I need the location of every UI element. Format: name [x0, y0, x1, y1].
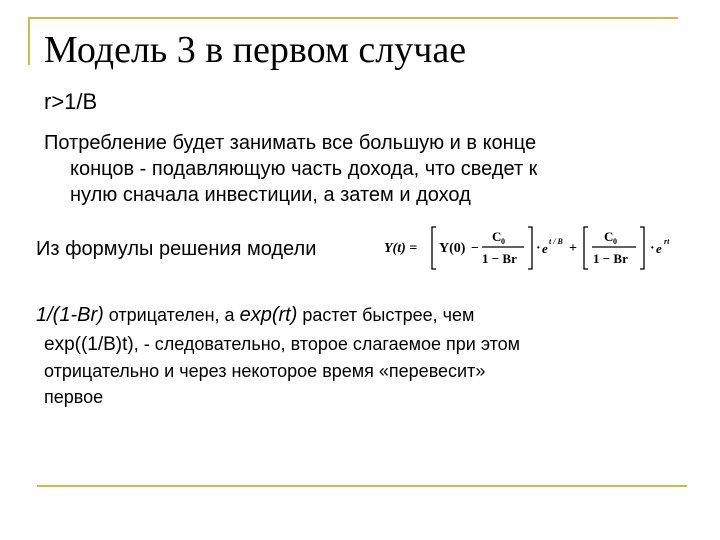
- condition-text: r>1/B: [44, 89, 98, 114]
- formula-den-1: 1 − Br: [482, 251, 517, 266]
- formula-minus: −: [471, 241, 479, 256]
- formula-bracket-close-1: [528, 227, 532, 269]
- formula-dot-1: ·: [536, 241, 541, 256]
- formula-bracket-open-2: [584, 227, 588, 269]
- frame-left-rule: [28, 17, 30, 65]
- conclusion-term-3: exp((1/B)t): [44, 334, 134, 355]
- formula-dot-2: ·: [650, 241, 655, 256]
- conclusion-text-1: отрицателен, а: [103, 305, 240, 325]
- formula-den-2: 1 − Br: [593, 251, 628, 266]
- conclusion-term-1: 1/(1-Br): [36, 304, 104, 326]
- formula-exp-1: t / B: [549, 237, 563, 246]
- consumption-line-3: нулю сначала инвестиции, а затем и доход: [70, 184, 471, 206]
- conclusion-text-2: растет быстрее, чем: [297, 305, 475, 325]
- conclusion-term-2: exp(rt): [239, 304, 298, 326]
- frame-top-rule: [28, 17, 678, 19]
- conclusion-line-1: [36, 302, 474, 330]
- conclusion-line-2: [44, 331, 520, 359]
- formula-c0-sub-2: 0: [613, 237, 617, 246]
- conclusion-line-4: первое: [44, 387, 104, 407]
- formula-exp-2: rt: [664, 237, 670, 246]
- formula-c0-sub-1: 0: [501, 237, 505, 246]
- from-formula-label: Из формулы решения модели: [36, 238, 317, 260]
- formula-e-2: e: [656, 241, 662, 256]
- formula-c0-2: C: [604, 229, 614, 244]
- formula-bracket-close-2: [640, 227, 644, 269]
- formula-y0: Y(0): [439, 241, 466, 256]
- formula-e-1: e: [542, 241, 548, 256]
- conclusion-line-3: отрицательно и через некоторое время «перевесит»: [44, 361, 486, 381]
- consumption-line-1: Потребление будет занимать все большую и в конце: [44, 132, 537, 154]
- formula-lhs: Y(t) =: [384, 241, 418, 256]
- formula-plus: +: [569, 241, 577, 256]
- frame-bottom-rule: [37, 485, 687, 487]
- conclusion-text-3: , - следовательно, второе слагаемое при этом: [133, 334, 521, 354]
- consumption-line-2: концов - подавляющую часть дохода, что сведет к: [70, 158, 538, 180]
- solution-formula: [384, 224, 684, 272]
- slide-title: Модель 3 в первом случае: [44, 29, 467, 71]
- formula-c0-1: C: [492, 229, 502, 244]
- formula-bracket-open-1: [432, 227, 436, 269]
